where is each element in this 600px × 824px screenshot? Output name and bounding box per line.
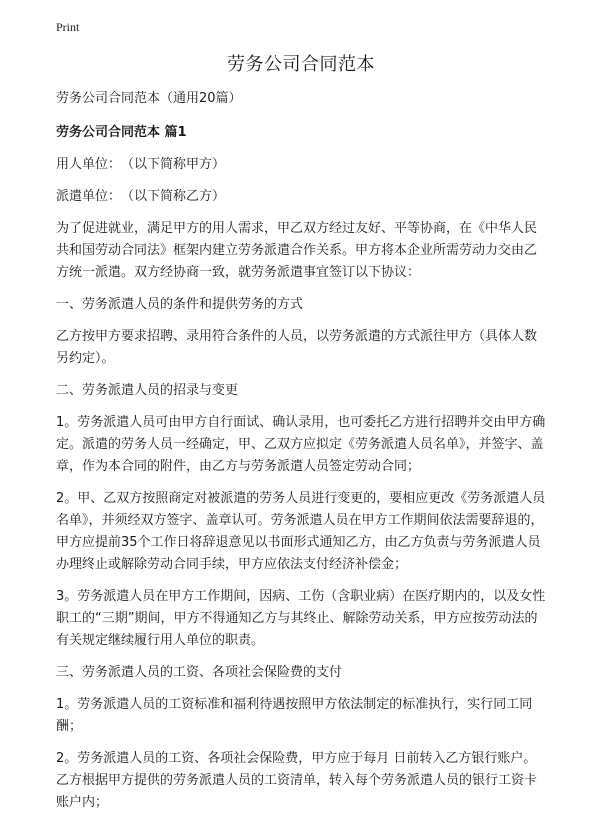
section-heading: 劳务公司合同范本 篇1 bbox=[56, 125, 187, 140]
clause-heading: 一、劳务派遣人员的条件和提供劳务的方式 bbox=[56, 297, 304, 312]
clause-heading: 二、劳务派遣人员的招录与变更 bbox=[56, 383, 239, 398]
clause-paragraph: 2。甲、乙双方按照商定对被派遣的劳务人员进行变更的，要相应更改《劳务派遣人员名单》，并须经双方签字、盖章认可。劳务派遣人员在甲方工作期间依法需要辞退的，甲方应提前35个工作日将辞退意见以书面形式通知乙方，由乙方负责与劳务派遣人员办理终止或解除劳动合同手续，甲方应依法支付经济补偿金； bbox=[56, 491, 546, 572]
clause-paragraph: 1。劳务派遣人员可由甲方自行面试、确认录用，也可委托乙方进行招聘并交由甲方确定。派遣的劳务人员一经确定，甲、乙双方应拟定《劳务派遣人员名单》，并签字、盖章，作为本合同的附件，由乙方与劳务派遣人员签定劳动合同； bbox=[56, 415, 546, 474]
clause-paragraph: 乙方按甲方要求招聘、录用符合条件的人员，以劳务派遣的方式派往甲方（具体人数另约定）。 bbox=[56, 329, 538, 366]
document-page bbox=[56, 50, 546, 824]
print-link[interactable]: Print bbox=[56, 20, 80, 34]
clause-heading: 三、劳务派遣人员的工资、各项社会保险费的支付 bbox=[56, 665, 343, 680]
clause-paragraph: 2。劳务派遣人员的工资、各项社会保险费，甲方应于每月 日前转入乙方银行账户。乙方根据甲方提供的劳务派遣人员的工资清单，转入每个劳务派遣人员的银行工资卡账户内； bbox=[56, 751, 538, 810]
document-title: 劳务公司合同范本 bbox=[227, 54, 375, 75]
employer-line: 用人单位： （以下简称甲方） bbox=[56, 157, 226, 172]
clause-paragraph: 3。劳务派遣人员在甲方工作期间，因病、工伤（含职业病）在医疗期内的，以及女性职工的“三期”期间，甲方不得通知乙方与其终止、解除劳动关系，甲方应按劳动法的有关规定继续履行用人单位的职责。 bbox=[56, 589, 546, 648]
document-subtitle: 劳务公司合同范本（通用20篇） bbox=[56, 91, 242, 106]
dispatcher-line: 派遣单位： （以下简称乙方） bbox=[56, 189, 226, 204]
clause-paragraph: 1。劳务派遣人员的工资标准和福利待遇按照甲方依法制定的标准执行，实行同工同酬； bbox=[56, 697, 533, 734]
intro-paragraph: 为了促进就业，满足甲方的用人需求，甲乙双方经过友好、平等协商，在《中华人民共和国劳动合同法》框架内建立劳务派遣合作关系。甲方将本企业所需劳动力交由乙方统一派遣。双方经协商一致，就劳务派遣事宜签订以下协议： bbox=[56, 221, 538, 280]
